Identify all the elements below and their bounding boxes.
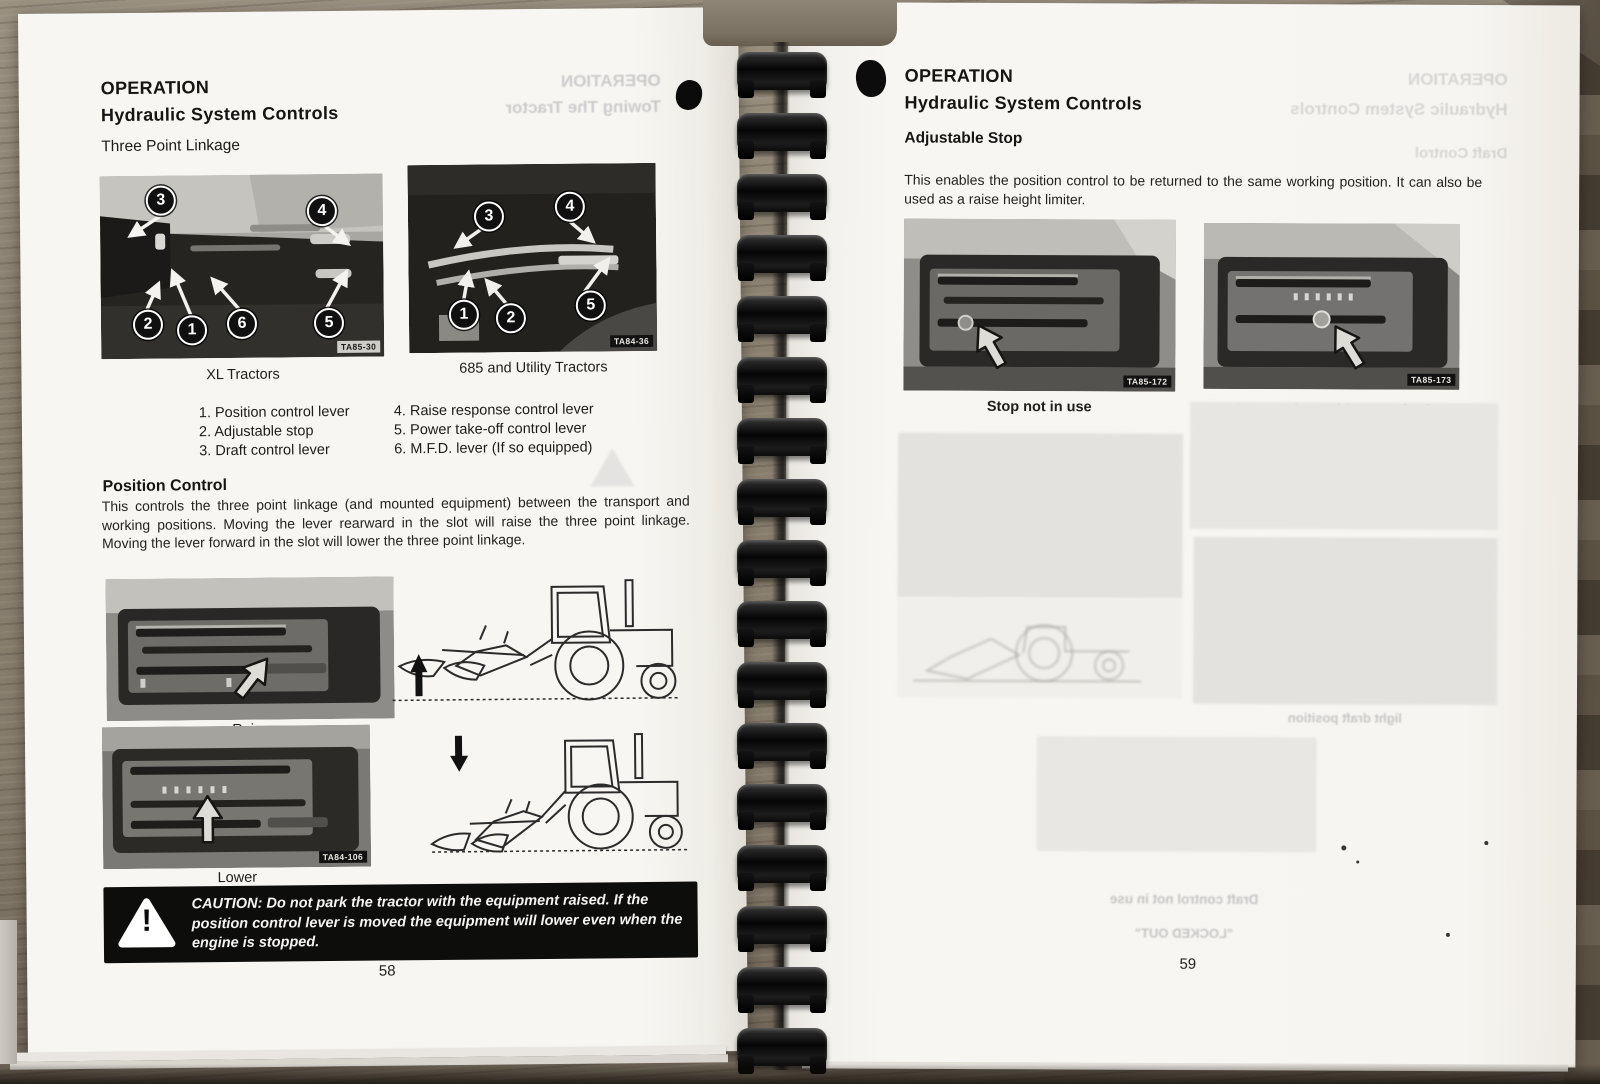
binding-loop [737,784,827,822]
right-page [783,2,1580,1067]
binding-loop [737,906,827,944]
page-stack-edge [0,920,17,1064]
lever-legend-col1 [199,403,350,461]
figure-tag: TA85-172 [1123,375,1171,387]
binding-loop [737,845,827,883]
page-number-right: 59 [1179,955,1197,973]
section-title: OPERATION [904,65,1014,86]
console-photo-art [1203,223,1460,390]
show-through-image [897,432,1183,598]
binding-loop [737,52,827,90]
figure-xl-tractors [100,174,385,360]
callout-4: 4 [307,196,337,226]
callout-1: 1 [449,300,479,330]
left-page [18,7,748,1058]
console-photo-art [102,725,371,870]
table-shadow [0,1064,1600,1084]
binding-loop [737,1028,827,1066]
show-through-caption: light draft position [1287,710,1402,726]
show-through-image [1193,537,1498,705]
tractor-lowered-drawing [425,724,694,869]
stain-speck [1356,860,1359,863]
tractor-raised-drawing [383,568,689,719]
binding-loop [737,540,827,578]
figure-caption-685: 685 and Utility Tractors [459,359,608,377]
figure-stop-set [1203,223,1460,390]
binding-loop [737,357,827,395]
binding-loop [737,296,827,334]
figure-tag: TA84-36 [610,335,653,347]
left-page-header [101,73,339,156]
stain-speck [1446,933,1450,937]
callout-5: 5 [576,290,606,320]
position-control-paragraph: This controls the three point linkage (and mounted equipment) between the transport and working positions. Moving the lever rearward in the slot will raise the three point linkage. Moving the lever forward in the slot will lower the three point linkage. [101,492,690,552]
binding-loop [737,723,827,761]
stain-speck [1341,845,1346,850]
right-page-header [904,63,1142,149]
stain-speck [1484,841,1488,845]
callout-5: 5 [314,308,344,338]
show-through-caption: "LOCKED OUT" [1134,925,1234,941]
console-photo-art [105,576,394,721]
topic-title: Adjustable Stop [904,129,1023,148]
callout-3: 3 [146,185,176,215]
show-through-header: OPERATION Towing The Tractor [505,70,662,118]
callout-6: 6 [227,309,257,339]
figure-caption-stop-off: Stop not in use [986,398,1092,416]
exclamation-glyph: ! [141,902,153,938]
callout-4: 4 [555,192,585,222]
section-title: OPERATION [100,77,210,99]
caution-box [103,882,698,964]
figure-lower [102,725,371,870]
wood-between-pages [703,0,897,46]
binding-loop [737,601,827,639]
legend-item: 2. Adjustable stop [198,423,314,441]
figure-tag: TA85-173 [1407,374,1455,386]
legend-item: 4. Raise response control lever [393,401,594,420]
show-through-caption: Draft control not in use [1109,891,1259,908]
lever-legend-col2 [394,400,594,459]
chapter-title: Hydraulic System Controls [904,92,1143,114]
figure-tag: TA84-106 [319,851,367,863]
callout-2: 2 [496,303,526,333]
show-through-header: OPERATION Hydraulic System Controls Draft Control [1290,69,1508,163]
callout-3: 3 [474,201,504,231]
page-number-left: 58 [378,962,396,980]
figure-685-tractors [407,163,657,353]
callout-2: 2 [133,310,163,340]
figure-raise [105,576,394,721]
console-photo-art [903,219,1176,392]
figure-caption-lower: Lower [217,869,258,887]
show-through-tractor-drawing [905,595,1149,692]
binding-loop [737,113,827,151]
binding-loop [737,662,827,700]
show-through-image [1036,736,1316,852]
show-through-image [1190,402,1499,530]
figure-stop-not-in-use [903,219,1176,392]
binding-loop [737,479,827,517]
position-control-heading: Position Control [102,477,228,496]
binding-loop [737,174,827,212]
legend-item: 1. Position control lever [198,403,350,422]
binding-loop [737,235,827,273]
binding-loop [737,418,827,456]
legend-item: 3. Draft control lever [199,442,330,460]
callout-1: 1 [177,315,207,345]
legend-item: 5. Power take-off control lever [393,420,587,439]
figure-caption-xl: XL Tractors [206,366,280,384]
figure-tag: TA85-30 [337,341,380,353]
binding-loop [737,967,827,1005]
legend-item: 6. M.F.D. lever (If so equipped) [394,439,593,458]
chapter-title: Hydraulic System Controls [100,102,339,126]
topic-title: Three Point Linkage [101,136,241,156]
console-photo-art [407,163,657,353]
caution-text: CAUTION: Do not park the tractor with the equipment raised. If the position control lever is moved the equipment will lower even when the engine is stopped. [191,891,683,952]
adjustable-stop-paragraph: This enables the position control to be returned to the same working position. It can also be used as a raise height limiter. [904,171,1483,207]
